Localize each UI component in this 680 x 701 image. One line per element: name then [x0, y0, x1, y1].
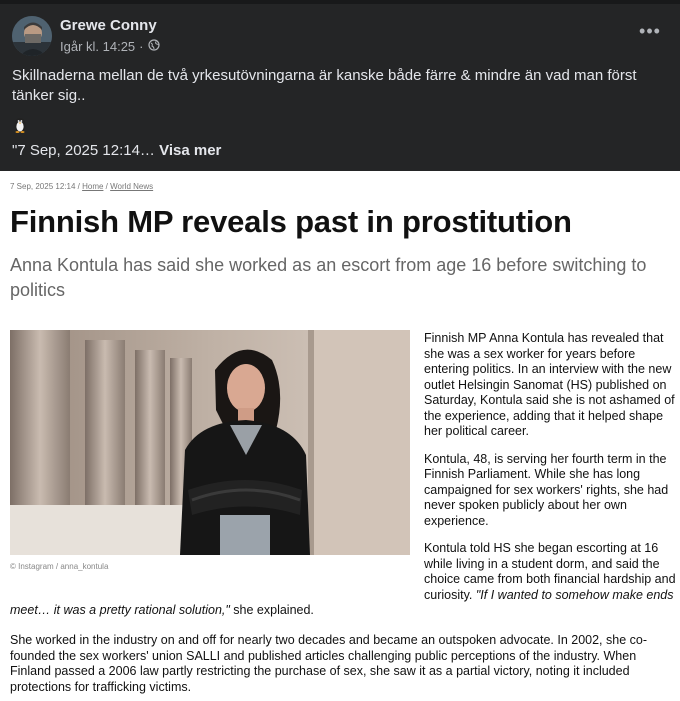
top-border	[0, 0, 680, 4]
article-side-column	[424, 331, 678, 615]
article-paragraph	[424, 541, 678, 603]
post-author[interactable]: Grewe Conny	[60, 17, 157, 34]
article-photo	[10, 330, 410, 555]
globe-icon	[148, 39, 160, 54]
quote-text: meet… it was a pretty rational solution,"	[10, 603, 230, 617]
post-quote-preview	[12, 142, 221, 159]
meta-separator: ·	[139, 39, 144, 54]
paragraph-text: Kontula told HS she began escorting at 16 while living in a student dorm, and said the choice came from both financial hardship and curiosity.	[424, 541, 676, 602]
post-text: Skillnaderna mellan de två yrkesutövningarna är kanske både färre & mindre än vad man först tänker sig..	[12, 67, 637, 104]
post-timestamp[interactable]: Igår kl. 14:25	[60, 39, 136, 54]
breadcrumb-separator: /	[77, 182, 80, 191]
quote-text: "If I wanted to somehow make ends	[475, 587, 674, 602]
facebook-post	[0, 0, 680, 171]
breadcrumb-separator: /	[105, 182, 108, 191]
breadcrumb-home[interactable]: Home	[82, 182, 104, 191]
quote-preview-text: "7 Sep, 2025 12:14…	[12, 142, 155, 159]
post-meta	[60, 39, 160, 54]
avatar[interactable]	[12, 16, 52, 56]
penguin-icon	[12, 115, 28, 133]
article-standfirst: Anna Kontula has said she worked as an escort from age 16 before switching to politics	[10, 255, 647, 300]
breadcrumb	[10, 182, 153, 191]
more-options-icon[interactable]: •••	[639, 21, 661, 41]
article-paragraph: Finnish MP Anna Kontula has revealed that she was a sex worker for years before entering politics. In an interview with the new outlet Helsingin Sanomat (HS) published on Saturday, Kontula said she is not ashamed of the experience, adding that it helped shape her political career.	[424, 331, 675, 438]
article-paragraph: She worked in the industry on and off for nearly two decades and became an outspoken advocate. In 2002, she co-founded the sex workers' union SALLI and published articles challenging public perceptions of the industry. When Finland passed a 2006 law partly restricting the purchase of sex, she saw it as a partial victory, noting it included protections for trafficking victims.	[10, 633, 647, 694]
article-date: 7 Sep, 2025 12:14	[10, 182, 76, 191]
article-headline: Finnish MP reveals past in prostitution	[10, 204, 572, 239]
article-screenshot	[0, 171, 680, 701]
photo-credit: © Instagram / anna_kontula	[10, 562, 109, 571]
paragraph-text: she explained.	[229, 603, 314, 617]
breadcrumb-world-news[interactable]: World News	[110, 182, 154, 191]
article-paragraph: Kontula, 48, is serving her fourth term in the Finnish Parliament. While she has long campaigned for sex workers' rights, she had never spoken publicly about her own experience.	[424, 451, 669, 528]
article-paragraph	[10, 603, 674, 619]
see-more-link[interactable]: Visa mer	[159, 142, 222, 159]
